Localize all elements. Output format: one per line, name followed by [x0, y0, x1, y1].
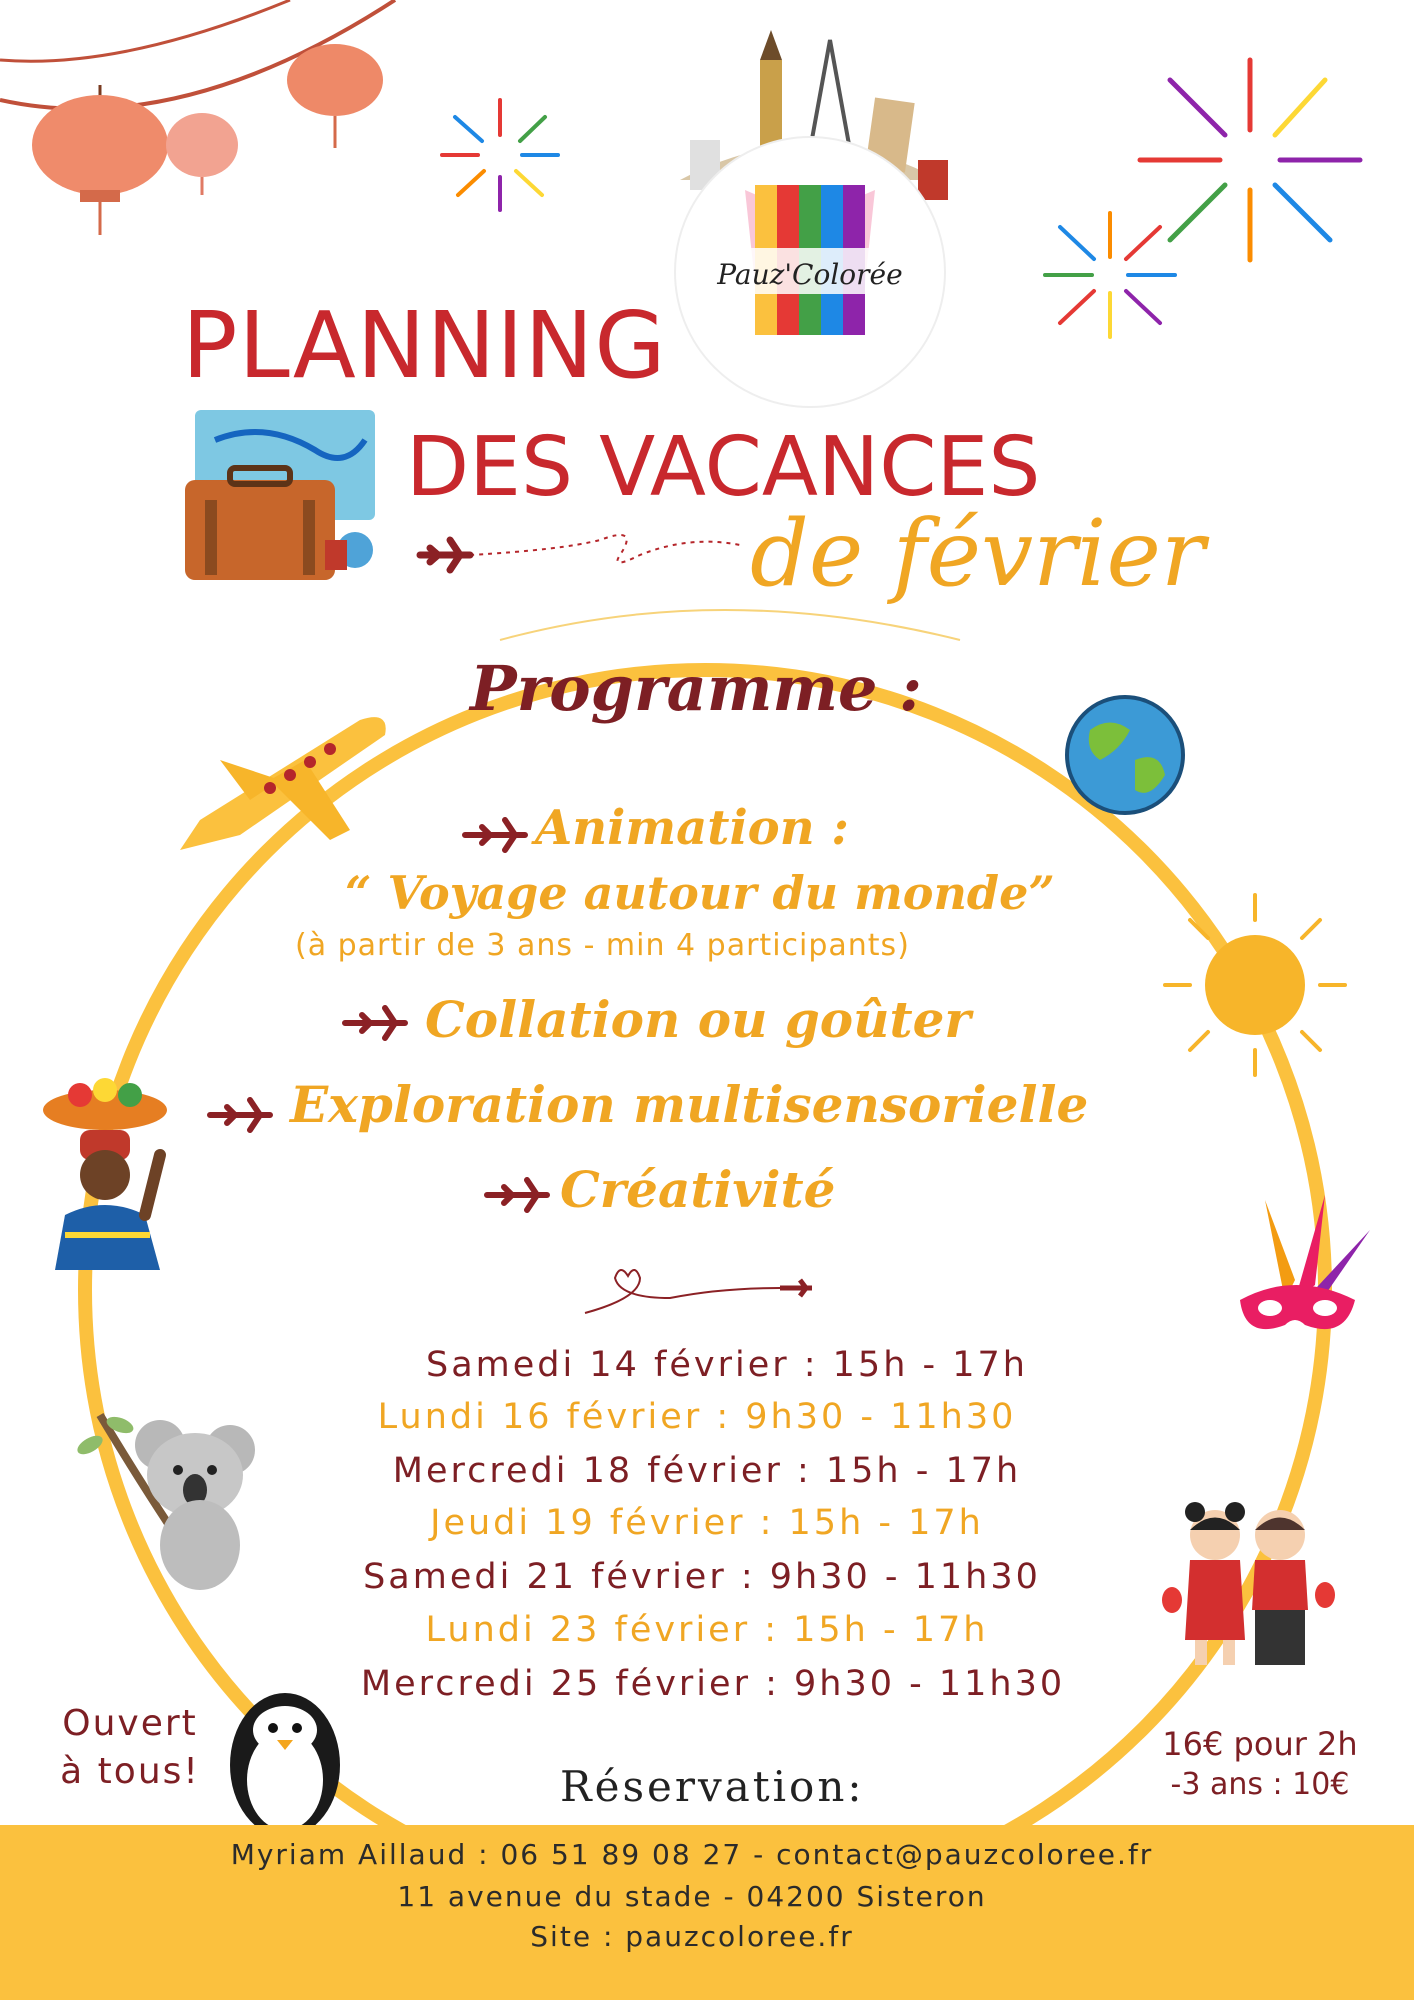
price-line-1: 16€ pour 2h: [1162, 1725, 1358, 1763]
programme-item-collation: Collation ou goûter: [425, 990, 971, 1049]
schedule-line: Lundi 23 février : 15h - 17h: [425, 1610, 989, 1650]
price-info: [1140, 1725, 1380, 1802]
programme-item-creativite: Créativité: [560, 1160, 836, 1219]
small-plane-icon: [205, 1090, 280, 1140]
sun-icon: [1160, 890, 1350, 1080]
globe-icon: [1060, 690, 1190, 820]
title-des-vacances: DES VACANCES: [406, 420, 1041, 515]
schedule-line: Lundi 16 février : 9h30 - 11h30: [377, 1397, 1017, 1437]
firework-icon: [430, 90, 570, 220]
footer-address: 11 avenue du stade - 04200 Sisteron: [397, 1880, 987, 1913]
footer-website: Site : pauzcoloree.fr: [530, 1920, 854, 1953]
reservation-heading: Réservation:: [560, 1762, 865, 1811]
schedule-line: Mercredi 25 février : 9h30 - 11h30: [360, 1664, 1066, 1704]
programme-item-animation-note: (à partir de 3 ans - min 4 participants): [295, 928, 910, 963]
schedule-line: Samedi 14 février : 15h - 17h: [426, 1345, 1028, 1385]
programme-item-animation-theme: “ Voyage autour du monde”: [345, 866, 1055, 920]
penguin-illustration: [225, 1680, 345, 1840]
footer-contact: Myriam Aillaud : 06 51 89 08 27 - contact@pauzcoloree.fr: [230, 1838, 1154, 1871]
small-plane-icon: [482, 1170, 557, 1220]
heart-trail-icon: [580, 1258, 820, 1318]
carnival-mask-icon: [1225, 1190, 1375, 1350]
price-line-2: -3 ans : 10€: [1170, 1767, 1350, 1802]
title-planning: PLANNING: [182, 292, 667, 399]
airplane-icon: [160, 700, 400, 880]
schedule-line: Jeudi 19 février : 15h - 17h: [430, 1503, 984, 1543]
schedule-line: Samedi 21 février : 9h30 - 11h30: [363, 1557, 1041, 1597]
firework-icon: [1030, 200, 1190, 350]
woman-basket-illustration: [35, 1075, 175, 1270]
programme-item-exploration: Exploration multisensorielle: [290, 1075, 1089, 1134]
title-de-fevrier: de février: [750, 500, 1205, 607]
programme-heading: Programme :: [470, 652, 922, 725]
open-line-1: Ouvert: [62, 1703, 198, 1744]
logo-text: Pauz'Colorée: [717, 258, 903, 291]
plane-trail-icon: [410, 510, 750, 590]
open-to-all: [40, 1700, 220, 1796]
small-plane-icon: [340, 998, 415, 1048]
lanterns-icon: [0, 0, 400, 240]
suitcase-map-icon: [175, 400, 395, 590]
small-plane-icon: [460, 810, 535, 860]
programme-item-animation: Animation :: [535, 800, 850, 856]
logo-landmarks: [650, 20, 970, 410]
schedule-line: Mercredi 18 février : 15h - 17h: [392, 1451, 1022, 1491]
open-line-2: à tous!: [60, 1751, 200, 1792]
